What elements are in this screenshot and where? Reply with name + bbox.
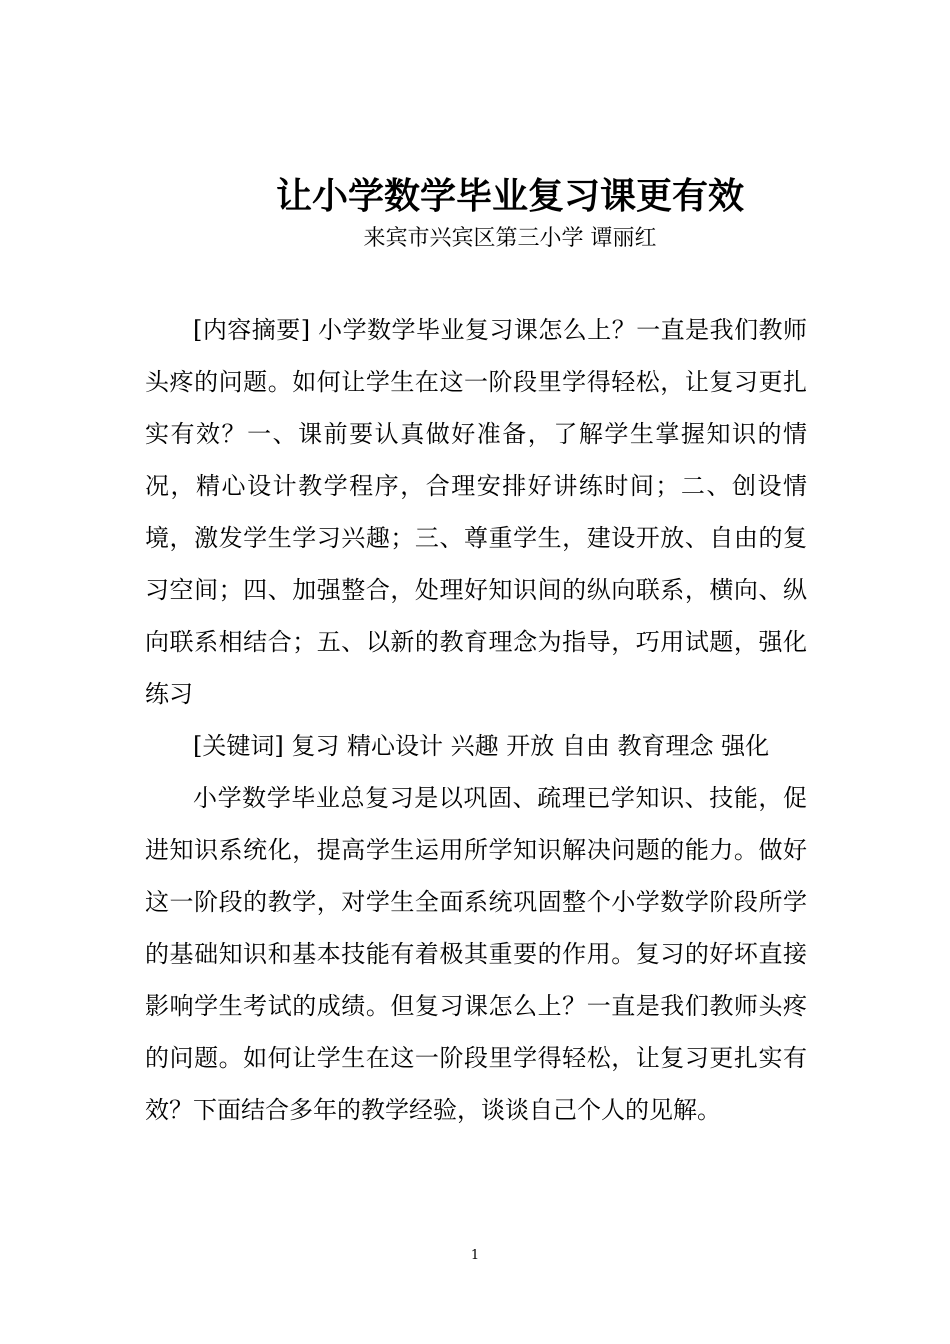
document-title: 让小学数学毕业复习课更有效 [275,175,744,217]
keywords-paragraph: [关键词] 复习 精心设计 兴趣 开放 自由 教育理念 强化 [193,732,770,760]
abstract-paragraph: [内容摘要] 小学数学毕业复习课怎么上？一直是我们教师头疼的问题。如何让学生在这一阶段里学得轻松，让复习更扎实有效？一、课前要认真做好准备，了解学生掌握知识的情况，精心设计教学程序，合理安排好讲练时间；二、创设情境，激发学生学习兴趣；三、尊重学生，建设开放、自由的复习空间；四、加强整合，处理好知识间的纵向联系，横向、纵向联系相结合；五、以新的教育理念为指导，巧用试题，强化练习 [145,316,807,708]
document-body [145,304,807,1136]
intro-paragraph: 小学数学毕业总复习是以巩固、疏理已学知识、技能，促进知识系统化，提高学生运用所学知识解决问题的能力。做好这一阶段的教学，对学生全面系统巩固整个小学数学阶段所学的基础知识和基本技能有着极其重要的作用。复习的好坏直接影响学生考试的成绩。但复习课怎么上？一直是我们教师头疼的问题。如何让学生在这一阶段里学得轻松，让复习更扎实有效？下面结合多年的教学经验，谈谈自己个人的见解。 [145,784,807,1124]
page-number: 1 [470,1248,480,1263]
author-line: 来宾市兴宾区第三小学 谭丽红 [363,226,657,251]
